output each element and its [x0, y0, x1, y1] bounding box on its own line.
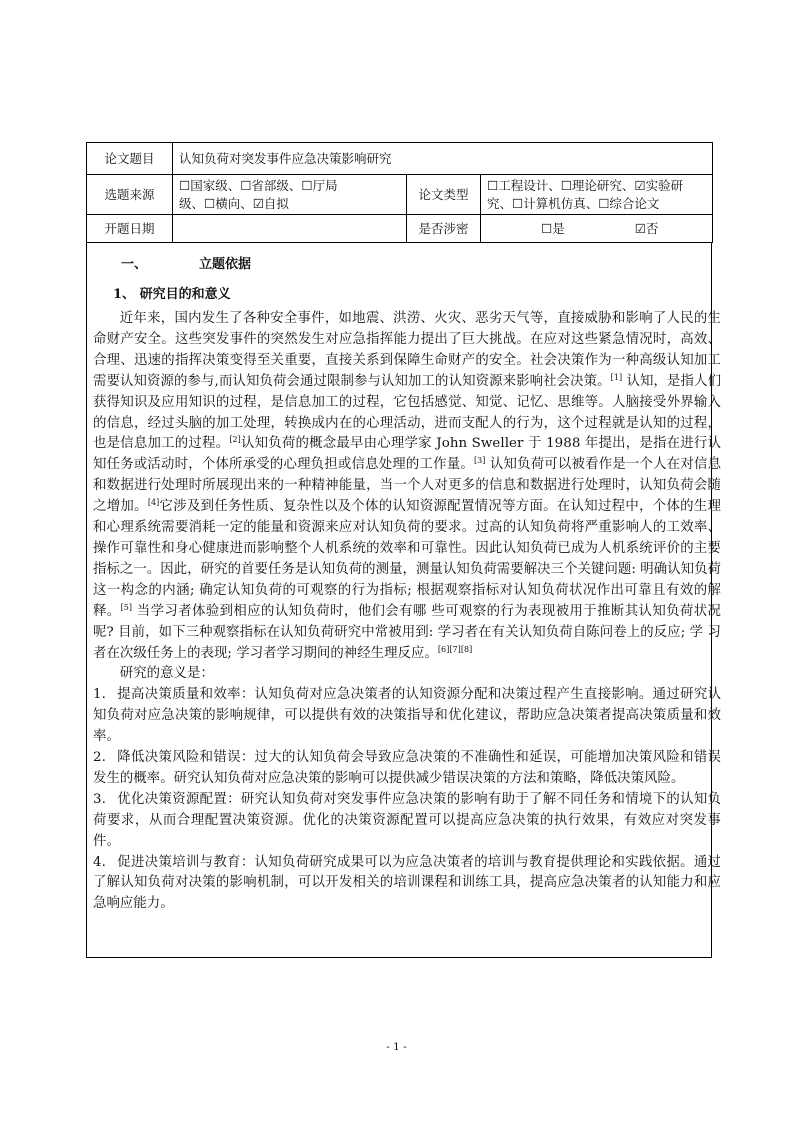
list-item — [93, 685, 721, 748]
text-run: 近年来，国内发生了各种安全事件，如地震、洪涝、火灾、恶劣天气等，直接威胁和影响了人民的生命财产安全。这些突发事件的突然发生对应急指挥能力提出了巨大挑战。在应对这些紧急情况时，高效、合理、迅速的指挥决策变得至关重要，直接关系到保障生命财产的安全。社会决策作为一种高级认知加工需要认知资源的参与,而认知负荷会通过限制参与认知加工的认知资源来影响社会决策。 — [93, 311, 721, 389]
citation: [4] — [147, 498, 160, 508]
type-value — [481, 175, 713, 215]
section-number: 一、 — [121, 257, 148, 272]
list-text: 促进决策培训与教育：认知负荷研究成果可以为应急决策者的培训与教育提供理论和实践依据。通过了解认知负荷对决策的影响机制，可以开发相关的培训课程和训练工具，提高应急决策者的认知能力和应急响应能力。 — [93, 854, 721, 912]
list-item — [93, 853, 721, 916]
type-options-line1[interactable]: ☐工程设计、☐理论研究、☑实验研 — [487, 177, 684, 193]
section-title: 立题依据 — [199, 257, 252, 272]
list-item — [93, 790, 721, 853]
list-text: 优化决策资源配置：研究认知负荷对突发事件应急决策的影响有助于了解不同任务和情境下的认知负荷要求，从而合理配置决策资源。优化的决策资源配置可以提高应急决策的执行效果，有效应对突发事件。 — [93, 791, 721, 849]
source-options-line2[interactable]: 级、☐横向、☑自拟 — [179, 195, 289, 211]
paragraph-significance-intro: 研究的意义是： — [119, 666, 214, 682]
text-run: 认知负荷可以被看作是一个人在对信息和数据进行处理时所展现出来的一种精神能量，当一个人对更多的信息和数据进行处理时，认知负荷会随之增加。 — [93, 457, 722, 515]
citation: [1] — [610, 372, 623, 382]
secret-label: 是否涉密 — [407, 215, 481, 243]
list-item — [93, 748, 721, 790]
list-text: 降低决策风险和错误：过大的认知负荷会导致应急决策的不准确性和延误，可能增加决策风险和错误发生的概率。研究认知负荷对应急决策的影响可以提供减少错误决策的方法和策略，降低决策风险。 — [93, 750, 721, 786]
list-number: 3. — [93, 791, 106, 807]
citation: [5] — [120, 602, 133, 612]
row-title — [87, 143, 713, 175]
list-number: 2. — [93, 750, 106, 766]
list-number: 1. — [93, 687, 106, 703]
page-number: - 1 - — [386, 1041, 407, 1053]
paragraph-background — [93, 309, 721, 664]
citation: [6][7][8] — [437, 644, 473, 654]
citation: [3] — [473, 456, 486, 466]
secret-value — [481, 215, 713, 243]
source-options-line1[interactable]: ☐国家级、☐省部级、☐厅局 — [179, 177, 338, 193]
text-run: 它涉及到任务性质、复杂性以及个体的认知资源配置情况等方面。在认知过程中，个体的生理和心理系统需要消耗一定的能量和资源来应对认知负荷的要求。过高的认知负荷将严重影响人的工效率、操作可靠性和身心健康进而影响整个人机系统的效率和可靠性。因此认知负荷已成为人机系统评价的主要指标之一。因此，研究的首要任务是认知负荷的测量，测量认知负荷需要解决三个关键问题: 明确认知负荷这一构念的内涵; 确定认知负荷的可观察的行为指标; 根据观察指标对认知负荷状况作出可靠且有效的解释。 — [93, 499, 722, 619]
secret-no-checkbox[interactable]: ☑否 — [634, 220, 659, 236]
title-value: 认知负荷对突发事件应急决策影响研究 — [173, 143, 713, 175]
section-heading — [121, 253, 251, 272]
text-run: 认知，是指人们获得知识及应用知识的过程，是信息加工的过程，它包括感觉、知觉、记忆、思维等。人脑接受外界输入的信息，经过头脑的加工处理，转换成内在的心理活动，进而支配人的行为，这个过程就是认知的过程，也是信息加工的过程。 — [93, 373, 722, 452]
source-value — [173, 175, 407, 215]
document-page — [86, 142, 722, 958]
header-table — [86, 142, 713, 243]
list-number: 4. — [93, 854, 106, 870]
source-label: 选题来源 — [87, 175, 173, 215]
date-label: 开题日期 — [87, 215, 173, 243]
date-value — [173, 215, 407, 243]
row-source — [87, 175, 713, 215]
text-run: 认知负荷的概念最早由心理学家 John Sweller 于 1988 年提出，是指在进行认知任务或活动时，个体所承受的心理负担或信息处理的工作量。 — [93, 436, 721, 473]
content-box — [86, 243, 722, 958]
secret-yes-checkbox[interactable]: ☐是 — [541, 220, 565, 236]
title-label: 论文题目 — [87, 143, 173, 175]
citation: [2] — [229, 435, 241, 445]
body-text — [93, 309, 721, 915]
list-text: 提高决策质量和效率：认知负荷对应急决策者的认知资源分配和决策过程产生直接影响。通过研究认知负荷对应急决策的影响规律，可以提供有效的决策指导和优化建议，帮助应急决策者提高决策质量和效率。 — [93, 687, 721, 745]
type-label: 论文类型 — [407, 175, 481, 215]
sub-heading: 1、 研究目的和意义 — [113, 287, 231, 302]
type-options-line2[interactable]: 究、☐计算机仿真、☐综合论文 — [487, 195, 660, 211]
row-date — [87, 215, 713, 243]
text-run: 当学习者体验到相应的认知负荷时，他们会有哪 些可观察的行为表现被用于推断其认知负荷状况呢? 目前，如下三种观察指标在认知负荷研究中常被用到: 学习者在有关认知负荷自陈问卷上的反应; 学 习者在次级任务上的表现; 学习者学习期间的神经生理反应。 — [93, 603, 721, 661]
